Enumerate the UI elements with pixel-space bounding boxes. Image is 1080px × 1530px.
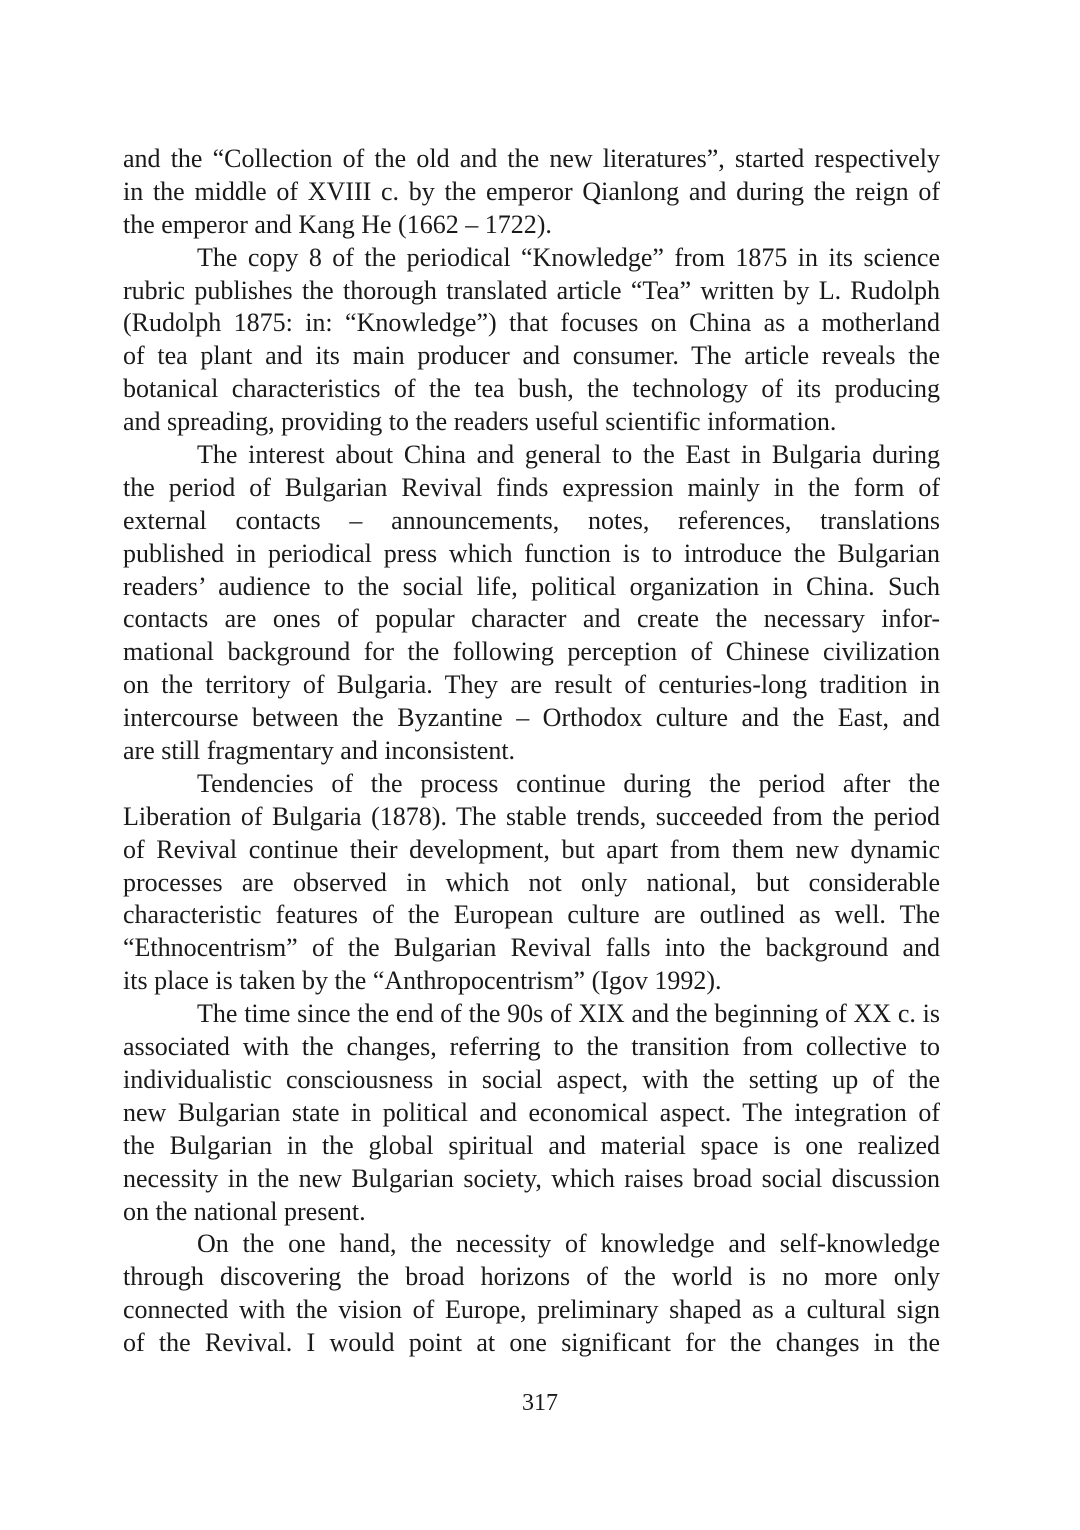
paragraph (123, 768, 940, 998)
text-line: the Bulgarian in the global spiritual and material space is one realized (123, 1130, 940, 1160)
text-line: the period of Bulgarian Revival finds expression mainly in the form of (123, 472, 940, 502)
text-line: rubric publishes the thorough translated article “Tea” written by L. Rudolph (123, 275, 940, 305)
paragraph (123, 242, 940, 439)
text-line: On the one hand, the necessity of knowledge and self-knowledge (197, 1229, 940, 1259)
text-line: external contacts – announcements, notes, references, translations (123, 505, 940, 535)
text-line: necessity in the new Bulgarian society, which raises broad social discussion (123, 1163, 940, 1193)
text-line: readers’ audience to the social life, political organization in China. Such (123, 571, 940, 601)
paragraph (123, 998, 940, 1228)
text-line: associated with the changes, referring to the transition from collective to (123, 1032, 940, 1062)
text-line: through discovering the broad horizons of the world is no more only (123, 1262, 940, 1292)
text-line: of the Revival. I would point at one significant for the changes in the (123, 1328, 940, 1358)
page-body (123, 143, 940, 1360)
text-line: and the “Collection of the old and the new literatures”, started respectively (123, 144, 940, 173)
paragraph (123, 439, 940, 768)
paragraph (123, 143, 940, 242)
text-line: connected with the vision of Europe, preliminary shaped as a cultural sign (123, 1295, 940, 1325)
text-line: are still fragmentary and inconsistent. (123, 736, 516, 766)
text-line: The interest about China and general to the East in Bulgaria during (197, 440, 940, 470)
text-line: individualistic consciousness in social aspect, with the setting up of the (123, 1064, 940, 1094)
text-line: on the territory of Bulgaria. They are result of centuries-long tradition in (123, 670, 940, 700)
text-line: new Bulgarian state in political and economical aspect. The integration of (123, 1097, 940, 1127)
text-line: of tea plant and its main producer and consumer. The article reveals the (123, 341, 940, 371)
text-line: processes are observed in which not only national, but considerable (123, 867, 940, 897)
text-line: Liberation of Bulgaria (1878). The stable trends, succeeded from the period (123, 801, 940, 831)
paragraph (123, 1228, 940, 1360)
text-line: characteristic features of the European culture are outlined as well. The (123, 900, 940, 930)
text-line: Tendencies of the process continue during the period after the (197, 768, 940, 798)
text-line: intercourse between the Byzantine – Orthodox culture and the East, and (123, 703, 940, 733)
text-line: The copy 8 of the periodical “Knowledge” from 1875 in its science (197, 242, 940, 272)
text-line: “Ethnocentrism” of the Bulgarian Revival falls into the background and (123, 933, 940, 963)
text-line: contacts are ones of popular character and create the necessary infor- (123, 604, 940, 634)
text-line: The time since the end of the 90s of XIX and the beginning of XX c. is (197, 999, 940, 1029)
text-line: mational background for the following perception of Chinese civilization (123, 637, 940, 667)
text-line: (Rudolph 1875: in: “Knowledge”) that focuses on China as a motherland (123, 308, 940, 338)
text-line: the emperor and Kang He (1662 – 1722). (123, 209, 552, 239)
text-line: botanical characteristics of the tea bush, the technology of its producing (123, 374, 940, 404)
text-line: its place is taken by the “Anthropocentrism” (Igov 1992). (123, 966, 722, 996)
text-line: in the middle of XVIII c. by the emperor Qianlong and during the reign of (123, 176, 940, 206)
text-line: of Revival continue their development, but apart from them new dynamic (123, 834, 940, 864)
page-number: 317 (522, 1390, 558, 1416)
text-line: on the national present. (123, 1196, 366, 1226)
text-line: and spreading, providing to the readers useful scientific information. (123, 407, 837, 437)
text-line: published in periodical press which function is to introduce the Bulgarian (123, 538, 940, 568)
